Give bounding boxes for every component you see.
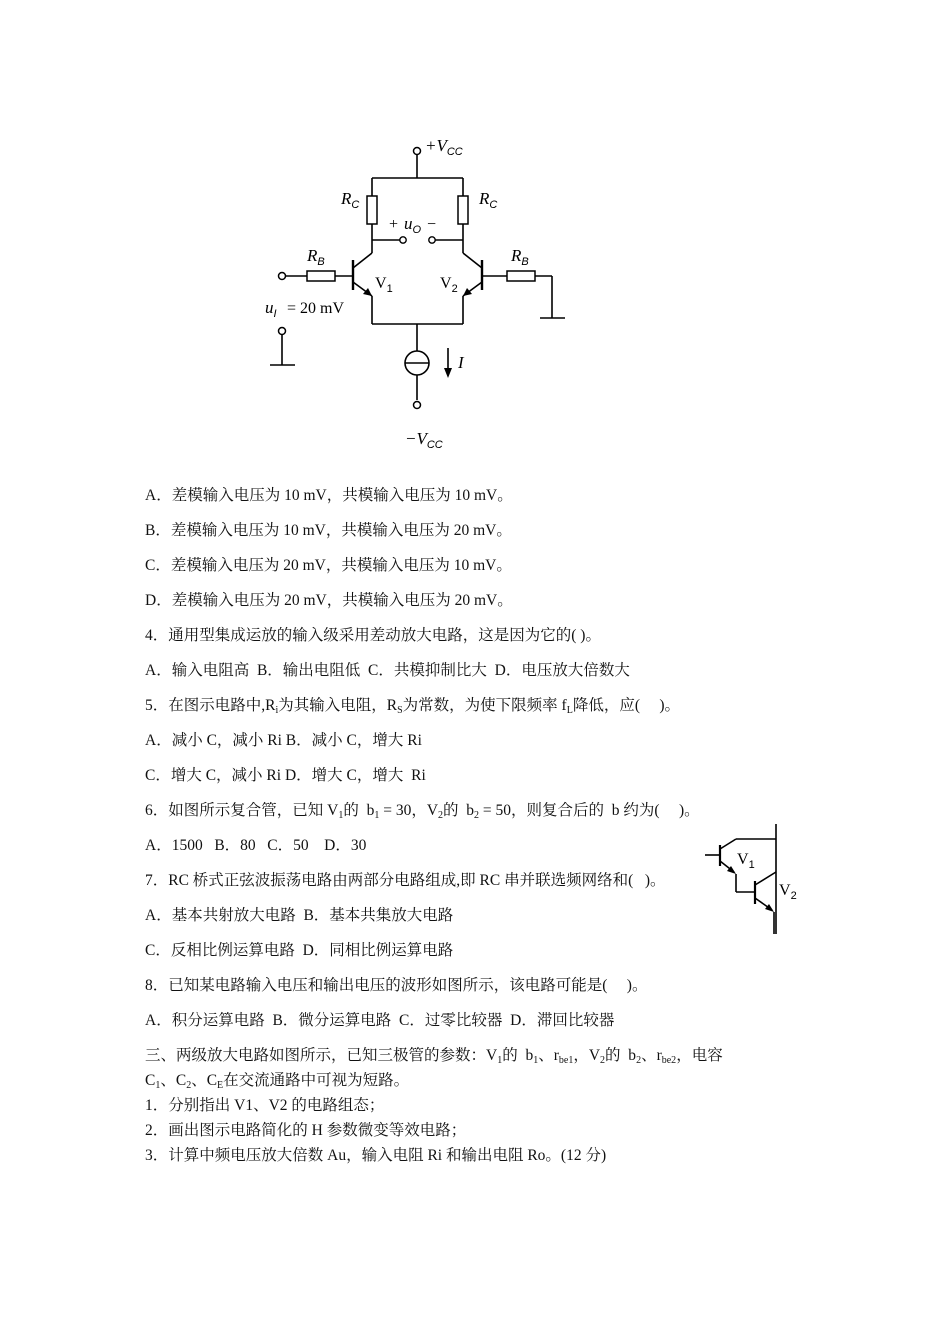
svg-text:uI: $u_I$ xyxy=(265,298,277,320)
svg-text:V1: $V_1$ xyxy=(375,275,393,295)
q4-stem: 4．通用型集成运放的输入级采用差动放大电路，这是因为它的( )。 xyxy=(145,627,601,644)
svg-text:RC: $R_C$ xyxy=(479,189,498,211)
q7-options-1: A．基本共射放大电路 B．基本共集放大电路 xyxy=(145,907,454,924)
q3-option-d: D．差模输入电压为 20 mV，共模输入电压为 20 mV。 xyxy=(145,592,513,609)
svg-text:RB: $R_B$ xyxy=(511,246,529,268)
q5-options-1: A．减小 C，减小 Ri B．减小 C，增大 Ri xyxy=(145,732,422,749)
svg-text:−VCC: $-V_{CC}$ xyxy=(405,429,443,451)
part3-item-2: 2．画出图示电路简化的 H 参数微变等效电路； xyxy=(145,1122,467,1139)
q5-stem: 5．在图示电路中$,R_i$为其输入电阻，$R_S$为常数，为使下限频率 $f_L$降低，应( )。 xyxy=(145,697,681,716)
q8-stem: 8．已知某电路输入电压和输出电压的波形如图所示，该电路可能是( )。 xyxy=(145,977,648,994)
q3-option-c: C．差模输入电压为 20 mV，共模输入电压为 10 mV。 xyxy=(145,557,512,574)
svg-text:V2: $V_2$ xyxy=(440,275,458,295)
rc-left-resistor xyxy=(367,196,377,224)
svg-text:+VCC: $+V_{CC}$ xyxy=(425,136,463,158)
q4-options: A．输入电阻高 B．输出电阻低 C．共模抑制比大 D．电压放大倍数大 xyxy=(145,662,630,679)
rb-right-resistor xyxy=(507,271,535,281)
vcc-pos-terminal xyxy=(414,148,421,155)
svg-text:RC: $R_C$ xyxy=(341,189,360,211)
svg-text:−: − xyxy=(427,216,437,233)
part3-intro-line2: $C_1$、$C_2$、$C_E$在交流通路中可视为短路。 xyxy=(145,1072,410,1091)
differential-amplifier-circuit xyxy=(255,128,585,458)
q6-options: A．1500 B．80 C．50 D．30 xyxy=(145,837,367,854)
uo-terminal-neg xyxy=(429,237,435,243)
rc-right-resistor xyxy=(458,196,468,224)
q6-stem: 6．如图所示复合管，已知 $V_1$的 $b_1 = 30$，$V_2$的 $b_2 = 50$，则复合后的 b 约为( )。 xyxy=(145,802,700,821)
svg-text:V1: $V_1$ xyxy=(737,851,755,871)
part3-item-1: 1．分别指出 V1、V2 的电路组态； xyxy=(145,1097,385,1114)
vcc-neg-terminal xyxy=(414,402,421,409)
q7-options-2: C．反相比例运算电路 D．同相比例运算电路 xyxy=(145,942,454,959)
svg-text:+: + xyxy=(389,216,399,233)
svg-text:V2: $V_2$ xyxy=(779,882,797,902)
svg-text:RB: $R_B$ xyxy=(307,246,325,268)
q7-stem: 7．RC 桥式正弦波振荡电路由两部分电路组成,即 RC 串并联选频网络和( )。 xyxy=(145,872,666,889)
part3-item-3: 3．计算中频电压放大倍数 Au，输入电阻 Ri 和输出电阻 Ro。(12 分) xyxy=(145,1147,607,1164)
rb-left-resistor xyxy=(307,271,335,281)
q5-options-2: C．增大 C，减小 Ri D．增大 C，增大 Ri xyxy=(145,767,426,784)
q8-options: A．积分运算电路 B．微分运算电路 C．过零比较器 D．滞回比较器 xyxy=(145,1012,615,1029)
svg-text:uO: $u_O$ xyxy=(404,214,422,236)
q3-option-b: B．差模输入电压为 10 mV，共模输入电压为 20 mV。 xyxy=(145,522,512,539)
part3-intro: 三、两级放大电路如图所示，已知三极管的参数：$V_1$的 $b_1$、$r_{be1}$，$V_2$的 $b_2$、$r_{be2}$，电容 xyxy=(145,1047,723,1066)
svg-text:I: I xyxy=(458,353,464,372)
svg-text:= 20 mV: = 20 mV xyxy=(287,300,345,317)
darlington-circuit xyxy=(700,822,810,940)
q3-option-a: A．差模输入电压为 10 mV，共模输入电压为 10 mV。 xyxy=(145,487,513,504)
uo-terminal-pos xyxy=(400,237,406,243)
ui-input-terminal xyxy=(279,273,286,280)
